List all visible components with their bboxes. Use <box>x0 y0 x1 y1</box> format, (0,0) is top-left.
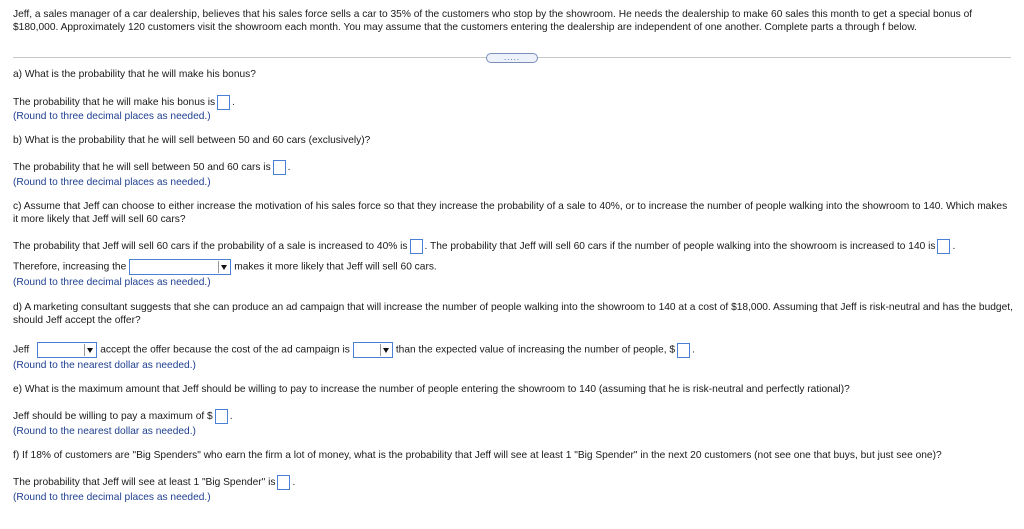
problem-intro: Jeff, a sales manager of a car dealership, believes that his sales force sells a car to 35% of the customers who stop by the showroom. He needs the dealership to make 60 sales this month to get a special bonus of $180,000. Approximately 120 customers visit the showroom each month. You may assume that the customers entering the dealership are independent of one another. Complete parts a through f below. <box>13 9 973 33</box>
hint-e: (Round to the nearest dollar as needed.) <box>13 426 196 437</box>
question-b: b) What is the probability that he will sell between 50 and 60 cars (exclusively)? <box>13 135 371 146</box>
hint-a: (Round to three decimal places as needed.) <box>13 111 211 122</box>
answer-b-row <box>13 160 291 175</box>
answer-c2-input[interactable] <box>937 239 950 254</box>
answer-f-row <box>13 475 295 490</box>
should-dropdown-d[interactable] <box>37 342 97 358</box>
answer-d-row <box>13 342 695 358</box>
answer-a-input[interactable] <box>217 95 230 110</box>
answer-c2-label: . The probability that Jeff will sell 60 cars if the number of people walking into the showroom is increased to 140 is <box>424 241 936 253</box>
answer-e-label: Jeff should be willing to pay a maximum of $ <box>13 411 213 423</box>
answer-a-suffix: . <box>232 97 235 109</box>
answer-c1-label: The probability that Jeff will sell 60 cars if the probability of a sale is increased to 40% is <box>13 241 408 253</box>
answer-a-label: The probability that he will make his bonus is <box>13 97 216 109</box>
answer-f-input[interactable] <box>277 475 290 490</box>
hint-f: (Round to three decimal places as needed.) <box>13 492 211 503</box>
therefore-suffix: makes it more likely that Jeff will sell 60 cars. <box>234 261 437 273</box>
question-d: d) A marketing consultant suggests that she can produce an ad campaign that will increase the number of people walking into the showroom to 140 at a cost of $18,000. Assuming that Jeff is risk-neutral and has the budget, should Jeff accept the offer? <box>13 302 1013 326</box>
expand-more-button[interactable]: ..... <box>486 53 538 63</box>
therefore-label: Therefore, increasing the <box>13 261 127 273</box>
dropdown-arrow-icon <box>380 344 391 356</box>
question-c: c) Assume that Jeff can choose to either increase the motivation of his sales force so that they increase the probability of a sale to 40%, or to increase the number of people walking into the showroom to 140. Which makes it more likely that Jeff will sell 60 cars? <box>13 201 1008 225</box>
answer-b-label: The probability that he will sell between 50 and 60 cars is <box>13 162 271 174</box>
hint-c: (Round to three decimal places as needed.) <box>13 277 211 288</box>
answer-b-suffix: . <box>287 162 291 174</box>
answer-d-input[interactable] <box>677 343 690 358</box>
comparison-dropdown-d[interactable] <box>353 342 393 358</box>
hint-b: (Round to three decimal places as needed.) <box>13 177 211 188</box>
answer-c2-suffix: . <box>952 241 956 253</box>
question-a: a) What is the probability that he will make his bonus? <box>13 69 256 80</box>
answer-d-end: than the expected value of increasing the number of people, $ <box>395 344 676 356</box>
dropdown-arrow-icon <box>84 344 95 356</box>
question-e: e) What is the maximum amount that Jeff should be willing to pay to increase the number of people entering the showroom to 140 (assuming that he is risk-neutral and perfectly rational)? <box>13 384 850 395</box>
answer-c1-input[interactable] <box>410 239 423 254</box>
choice-dropdown-c[interactable] <box>129 259 231 275</box>
answer-a-row <box>13 95 235 110</box>
answer-c-row-1 <box>13 239 955 254</box>
answer-d-suffix: . <box>692 344 695 356</box>
answer-d-middle: accept the offer because the cost of the ad campaign is <box>100 344 350 356</box>
answer-e-row <box>13 409 233 424</box>
answer-c-row-2 <box>13 259 437 275</box>
dropdown-arrow-icon <box>218 261 229 273</box>
hint-d: (Round to the nearest dollar as needed.) <box>13 360 196 371</box>
answer-f-label: The probability that Jeff will see at least 1 "Big Spender" is <box>13 477 276 489</box>
jeff-label: Jeff <box>13 344 30 356</box>
answer-e-input[interactable] <box>215 409 228 424</box>
answer-f-suffix: . <box>292 477 296 489</box>
answer-b-input[interactable] <box>273 160 286 175</box>
question-f: f) If 18% of customers are "Big Spenders" who earn the firm a lot of money, what is the probability that Jeff will see at least 1 "Big Spender" in the next 20 customers (not see one that buys, but just see one)? <box>13 450 942 461</box>
answer-e-suffix: . <box>229 411 233 423</box>
